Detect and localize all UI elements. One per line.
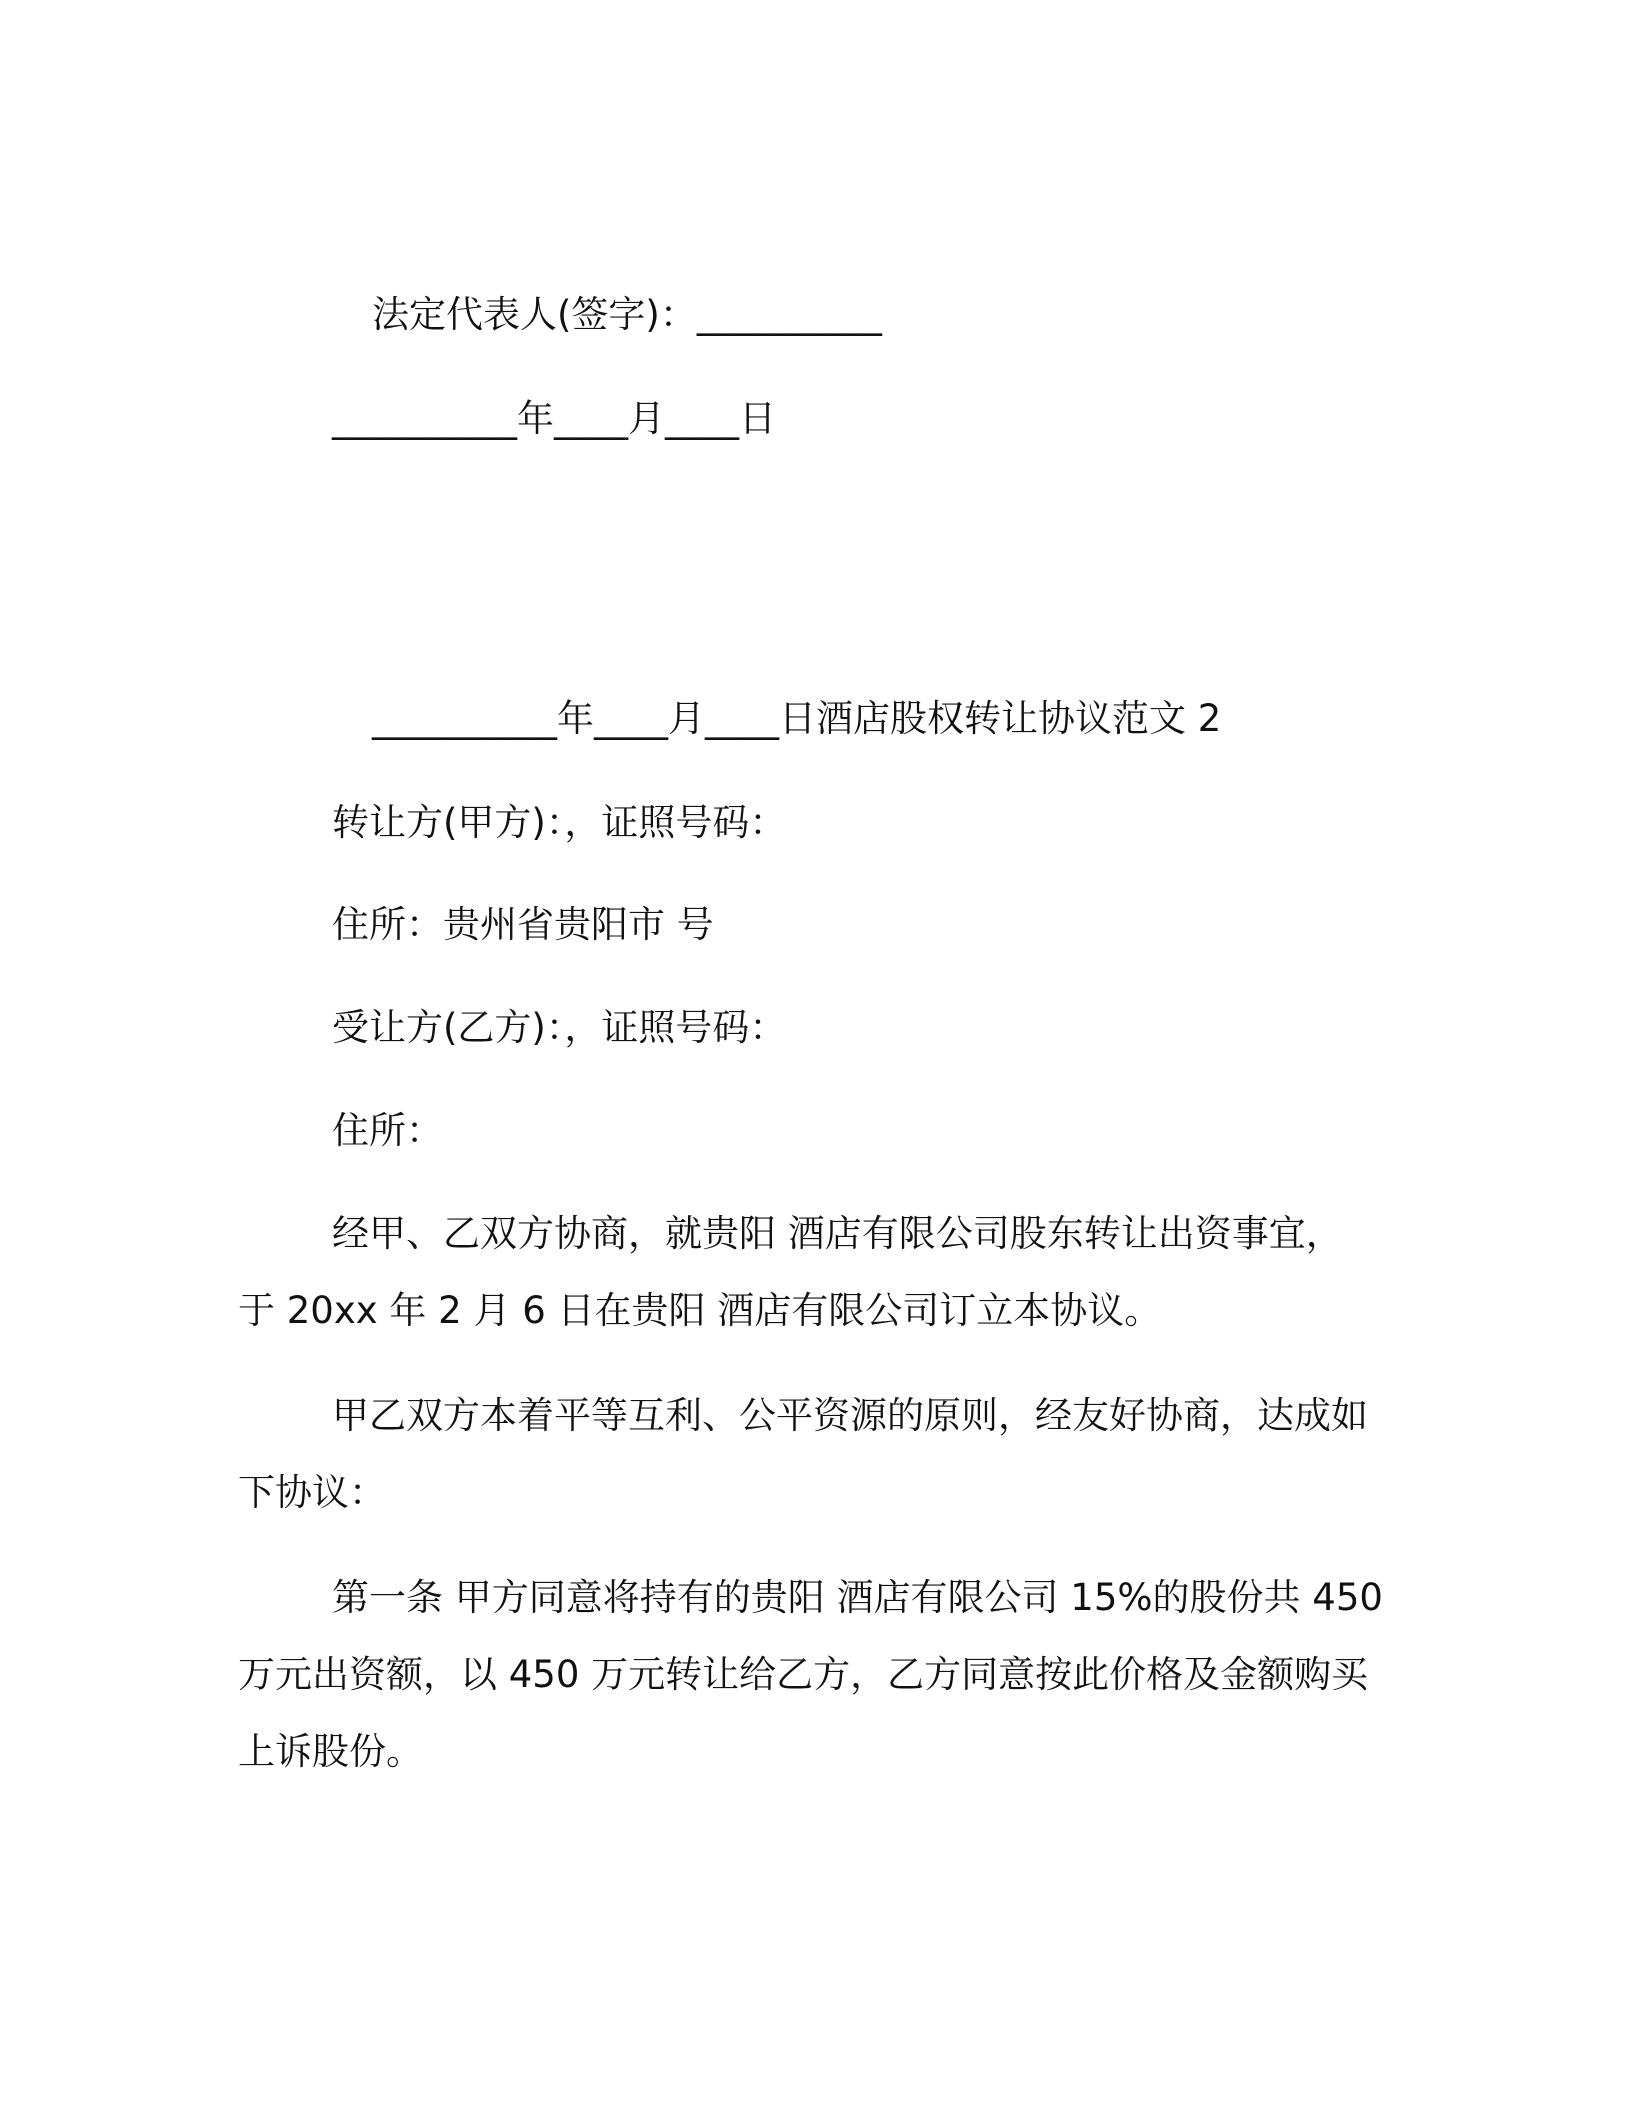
article-1-line-2: 万元出资额，以 450 万元转让给乙方，乙方同意按此价格及金额购买: [238, 1653, 1369, 1696]
transferee-address: 住所：: [332, 1109, 443, 1152]
article-1-line-1: 第一条 甲方同意将持有的贵阳 酒店有限公司 15%的股份共 450: [332, 1576, 1383, 1619]
paragraph-2-line-2: 下协议：: [238, 1471, 386, 1514]
date-line: __________年____月____日: [332, 397, 776, 440]
transferor-address: 住所：贵州省贵阳市 号: [332, 903, 714, 946]
paragraph-1-line-1: 经甲、乙双方协商，就贵阳 酒店有限公司股东转让出资事宜，: [332, 1212, 1343, 1255]
document-title: __________年____月____日酒店股权转让协议范文 2: [372, 697, 1222, 740]
paragraph-2-line-1: 甲乙双方本着平等互利、公平资源的原则，经友好协商，达成如: [332, 1394, 1368, 1437]
signature-line: 法定代表人(签字)：__________: [372, 293, 882, 336]
transferor-line: 转让方(甲方)：，证照号码：: [332, 801, 787, 844]
paragraph-1-line-2: 于 20xx 年 2 月 6 日在贵阳 酒店有限公司订立本协议。: [238, 1289, 1162, 1332]
article-1-line-3: 上诉股份。: [238, 1730, 423, 1773]
transferee-line: 受让方(乙方)：，证照号码：: [332, 1006, 787, 1049]
